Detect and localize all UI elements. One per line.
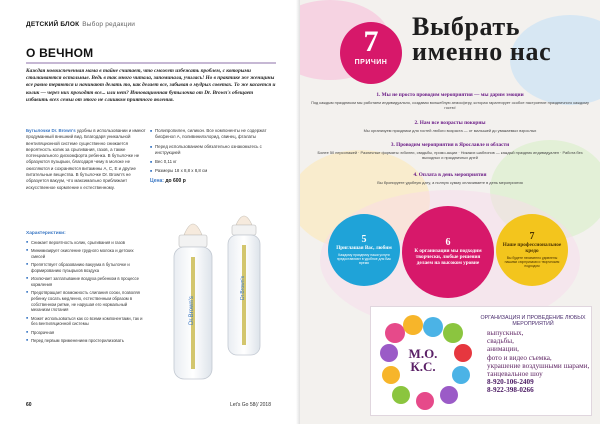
article-lead: Каждая новоиспеченная мама в тайне считает, что сможет избежать проблем, с которыми сталкиваются остальные. Ведь в так много читала, запоминала, училась! Но в практике же женщины все равно теряются и начинают делать то, как делает все, забывая о мудрых советах. То же касается и колик — через них проходят все... или нет? Инновационная бутылочка от Dr. Brown's обещает избавить всех семьи от этого не слишком приятного явления.: [26, 68, 276, 103]
reason-circle-6: [402, 206, 494, 298]
spec-item: ■ Полипропилен, силикон. Все компоненты не содержат бисфенол А, поливинилхлорид, свинец, фталаты: [150, 128, 276, 141]
reason-3: [310, 142, 590, 160]
company-logo: М.О. К.С.: [408, 346, 438, 374]
circle-title: Приглашая Вас, любим: [336, 244, 392, 251]
feature-item: ■ Прозрачная: [26, 330, 144, 336]
features-title: Характеристики:: [26, 231, 66, 236]
reason-heading: 3. Проводим мероприятия в Ярославле и области: [390, 142, 510, 148]
service-item: анимации,: [487, 345, 519, 354]
article-title: О ВЕЧНОМ: [26, 46, 94, 60]
service-item: свадьбы,: [487, 337, 514, 346]
bottle-label: Dr.Brown's: [240, 275, 246, 300]
magazine-issue: Let's Go 58(/ 2018: [230, 402, 271, 408]
feature-item: ■ Препятствует образованию вакуума в бутылочке и формированию пузырьков воздуха: [26, 262, 144, 274]
reason-4: [310, 172, 590, 185]
right-page-advertisement: [300, 0, 600, 424]
subsection-label: Выбор редакции: [82, 21, 136, 28]
reason-heading: 1. Мы не просто проводим мероприятия — мы дарим эмоции: [376, 92, 524, 98]
brand-name: Бутылочки Dr. Brown's: [26, 128, 76, 133]
circle-number: 7: [529, 230, 535, 242]
reason-heading: 2. Нам все возрасты покорны: [414, 120, 486, 126]
ad-title: ОРГАНИЗАЦИЯ И ПРОВЕДЕНИЕ ЛЮБЫХ МЕРОПРИЯТИЙ: [480, 315, 586, 328]
reason-2: [310, 120, 590, 133]
reason-heading: 4. Оплата в день мероприятия: [413, 172, 487, 178]
reason-1: [310, 92, 590, 110]
title-divider: [26, 62, 276, 64]
seven-reasons-badge: [340, 22, 402, 84]
price: [150, 178, 276, 184]
service-item: танцевальное шоу: [487, 370, 543, 379]
feature-item: ■ Перед первым применением простерилизовать: [26, 338, 144, 344]
phone-number: 8-922-398-0266: [487, 386, 534, 395]
reason-text: Мы организуем праздники для гостей любого возраста — от малышей до уважаемых взрослых: [363, 127, 537, 133]
badge-word: ПРИЧИН: [354, 59, 388, 66]
reason-text: Более 50 персонажей · Различные форматы: юбилеи, свадьбы, промо-акции · Никаких шаблонов — каждый праздник индивидуален · Работа без выходных и праздничных дней: [317, 149, 583, 160]
reason-text: Вы бронируете удобную дату, а полную сумму оплачиваете в день мероприятия: [377, 179, 523, 185]
circle-title: Наше профессиональное кредо: [502, 241, 562, 254]
article-body-column-2: [150, 128, 276, 184]
baby-bottles-image: [148, 205, 288, 385]
price-value: до 600 р: [165, 177, 186, 184]
feature-item: ■ Снижает вероятность колик, срыгивания и газов: [26, 240, 144, 246]
company-ad-box: [370, 306, 592, 416]
circle-text: Каждому празднику наши услуги предоставляют в удобное для Вас время: [336, 252, 392, 266]
features-box: [26, 231, 144, 346]
page-number: 60: [26, 402, 32, 408]
service-item: выпускных,: [487, 329, 524, 337]
price-label: Цена:: [150, 177, 164, 184]
body-text: удобны в использовании и имеют продуманный внешний вид. Благодаря уникальной вентиляционной системе существенно снижается вероятность колик за срыгивания, газов, а также потенциального дискомфорта ребенка. В бутылочке не образуются пузырьки, благодаря чему в молоке не окисляются и сохраняются витамины A, C, E и другие питательные вещества. В бутылочке Dr. Brown's не образуется вакуум, что максимально приближает искусственное кормление к естественному.: [26, 128, 146, 190]
feature-item: ■ Исключает заглатывание воздуха ребенком в процессе кормления: [26, 276, 144, 288]
reason-circle-5: [328, 214, 400, 286]
feature-item: ■ Предотвращает возможность слипания соски, позволяя ребенку сосать медленно, естественным образом в собственном ритме, не нарушая его нормальный механизм глотания: [26, 290, 144, 313]
spec-item: ■ Перед использованием обязательно ознакомьтесь с инструкцией: [150, 144, 276, 157]
circle-text: Вы будете неизменно удивлены нашими сюрпризами и творческим подходом: [504, 255, 560, 269]
spec-item: ■ Размеры 18 х 8,8 х 8,8 см: [150, 168, 276, 174]
circle-title: К организации мы подходим творчески, любые решения делаем на высоком уровне: [414, 248, 482, 266]
circle-number: 6: [445, 237, 451, 248]
spec-item: ■ Вес 0,11 кг: [150, 159, 276, 165]
reason-circle-7: [496, 214, 568, 286]
badge-number: 7: [363, 25, 379, 58]
feature-item: ■ Минимизирует окисление грудного молока и детских смесей: [26, 248, 144, 260]
ad-headline: Выбрать именно нас: [412, 12, 552, 66]
feature-item: ■ Может использоваться как со всеми компонентами, так и без вентиляционной системы: [26, 316, 144, 328]
section-header: [26, 21, 135, 28]
circle-number: 5: [361, 233, 367, 245]
features-list: [26, 240, 144, 344]
bottle-back: [228, 216, 260, 355]
bottle-label: Dr.Brown's: [189, 296, 195, 325]
reason-text: Под каждым праздником мы работаем индивидуально, создавая волшебную атмосферу, которая гарантирует особое настроение праздничного каждому гостю!: [311, 99, 589, 110]
service-item: украшение воздушными шарами,: [487, 361, 590, 370]
section-label: ДЕТСКИЙ БЛОК: [26, 21, 80, 28]
service-item: фото и видео съемка,: [487, 353, 552, 362]
article-body-column-1: [26, 128, 146, 191]
phone-number: 8-920-106-2409: [487, 378, 534, 387]
specs-list: [150, 128, 276, 175]
bottle-front: [174, 224, 212, 379]
services-list: [487, 329, 589, 395]
